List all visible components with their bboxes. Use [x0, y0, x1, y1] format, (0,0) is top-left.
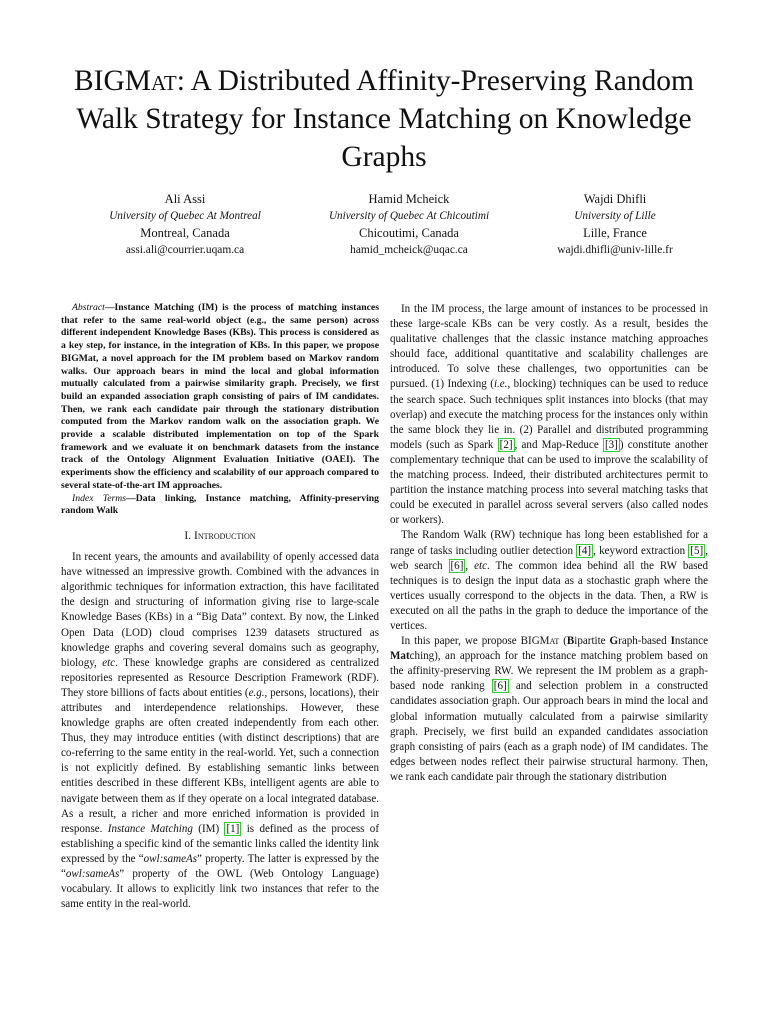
intro-paragraph: In the IM process, the large amount of instances to be processed in these large-scale KBs can be very costly. As a result, besides the qualitative challenges that the classic instance matching approaches should face, additional quantitative and scalability challenges are introduced. To solve these challenges, two opportunities can be pursued. (1) Indexing (i.e., blocking) techniques can be used to reduce the search space. Such techniques split instances into blocks (that may overlap) and execute the matching process for the instances only within the same block they lie in. (2) Parallel and distributed programming models (such as Spark [2] , and Map-Reduce [3] ) constitute another complementary technique that can be used to improve the scalability of the matching process. Indeed, their distributed architectures permit to partition the instance matching process into several matching tasks that could be executed in parallel across several servers (also called nodes or workers). — [390, 303, 709, 527]
citation-link[interactable]: [5] — [690, 544, 704, 557]
author-affiliation: University of Quebec At Chicoutimi — [328, 210, 490, 222]
right-column — [390, 302, 708, 785]
section-heading: I. Introduction — [184, 529, 256, 542]
abstract-text: —Instance Matching (IM) is the process of matching instances that refer to the same real-world object (e.g., the same person) across different independent Knowledge Bases (KBs). This process is considered as a key step, for instance, in the integration of KBs. In this paper, we propose BIGMat, a novel approach for the IM problem based on Markov random walks. Our approach bears in mind the local and global information mutually calculated from a pairwise similarity graph. Precisely, we first build an expanded association graph consisting of pairs of IM candidates. Then, we rank each candidate pair through the stationary distribution computed from the Markov random walk on the association graph. We provide a scalable distributed implementation on top of the Spark framework and we evaluate it on benchmark datasets from the instance track of the Ontology Alignment Evaluation Initiative (OAEI). The experiments show the efficiency and scalability of our approach compared to several state-of-the-art IM approaches. — [61, 302, 379, 491]
author-location: Chicoutimi, Canada — [359, 226, 459, 240]
paper-title: BIGMat: A Distributed Affinity-Preserving Random Walk Strategy for Instance Matching on Knowledge Graphs — [73, 65, 695, 173]
author-email: assi.ali@courrier.uqam.ca — [125, 244, 245, 256]
abstract — [61, 302, 379, 518]
author-affiliation: University of Lille — [574, 210, 656, 222]
author-email: wajdi.dhifli@univ-lille.fr — [557, 244, 673, 256]
left-column — [61, 302, 379, 912]
citation-link[interactable]: [6] — [493, 680, 507, 693]
author-location: Montreal, Canada — [140, 226, 230, 240]
abstract-label: Abstract — [72, 302, 105, 313]
author-block — [90, 191, 280, 259]
author-location: Lille, France — [583, 226, 647, 240]
author-block — [520, 191, 710, 259]
author-name: Wajdi Dhifli — [583, 192, 647, 206]
author-name: Hamid Mcheick — [368, 192, 450, 206]
author-affiliation: University of Quebec At Montreal — [109, 210, 261, 222]
intro-paragraph: In this paper, we propose BIGMat (Bipartite Graph-based Instance Matching), an approach for the instance matching problem based on the affinity-preserving RW. We represent the IM problem as a graph-based node ranking [6] and selection problem in a constructed candidates association graph. Our approach bears in mind the local and global information mutually calculated from a pairwise similarity graph. Precisely, we first build an expanded candidates association graph consisting of pairs (each as a graph node) of IM candidates. The edges between nodes reflect their pairwise structural harmony. Then, we rank each candidate pair through the stationary distribution — [390, 635, 708, 783]
intro-paragraph: The Random Walk (RW) technique has long been established for a range of tasks including outlier detection [4] , keyword extraction [5] , web search [6] , etc. The common idea behind all the RW based techniques is to design the input data as a stochastic graph where the vertices usually correspond to the objects in the data. Then, a RW is executed on all the paths in the graph to deduce the importance of the vertices. — [390, 529, 708, 632]
citation-link[interactable]: [1] — [226, 822, 240, 835]
citation-link[interactable]: [2] — [499, 438, 513, 451]
intro-paragraph: In recent years, the amounts and availability of openly accessed data have witnessed an impressive growth. Combined with the advances in algorithmic techniques for information extraction, this have facilitated the design and structuring of information giving rise to large-scale Knowledge Bases (KBs) in a “Big Data” context. By now, the Linked Open Data (LOD) cloud comprises 1239 datasets structured as knowledge graphs and covering several domains such as geography, biology, etc. These knowledge graphs are considered as centralized repositories represented as Resource Description Framework (RDF). They store billions of facts about entities (e.g., persons, locations), their attributes and interdependence relationships. However, these knowledge graphs are often created independently from each other. Thus, they may introduce entities (with distinct descriptions) that are co-referring to the same entity in the real-world. Yet, such a connection is not explicitly defined. By establishing semantic links between entities described in these different KBs, intelligent agents are able to navigate between them as if they operate on a local integrated database. As a result, a richer and more enriched information is provided in response. Instance Matching (IM) [1] is defined as the process of establishing a specific kind of the semantic links called the identity link expressed by the “owl:sameAs” property. The latter is expressed by the “owl:sameAs” property of the OWL (Web Ontology Language) vocabulary. It allows to explicitly link two instances that refer to the same entity in the real-world. — [61, 551, 380, 911]
author-email: hamid_mcheick@uqac.ca — [350, 244, 468, 256]
index-terms-text: —Data linking, Instance matching, Affinity-preserving random Walk — [61, 492, 379, 517]
citation-link[interactable]: [4] — [578, 544, 592, 557]
index-terms-label: Index Terms — [72, 492, 127, 504]
citation-link[interactable]: [6] — [450, 559, 464, 572]
author-name: Ali Assi — [164, 192, 206, 206]
citation-link[interactable]: [3] — [604, 438, 618, 451]
author-block — [304, 191, 514, 259]
